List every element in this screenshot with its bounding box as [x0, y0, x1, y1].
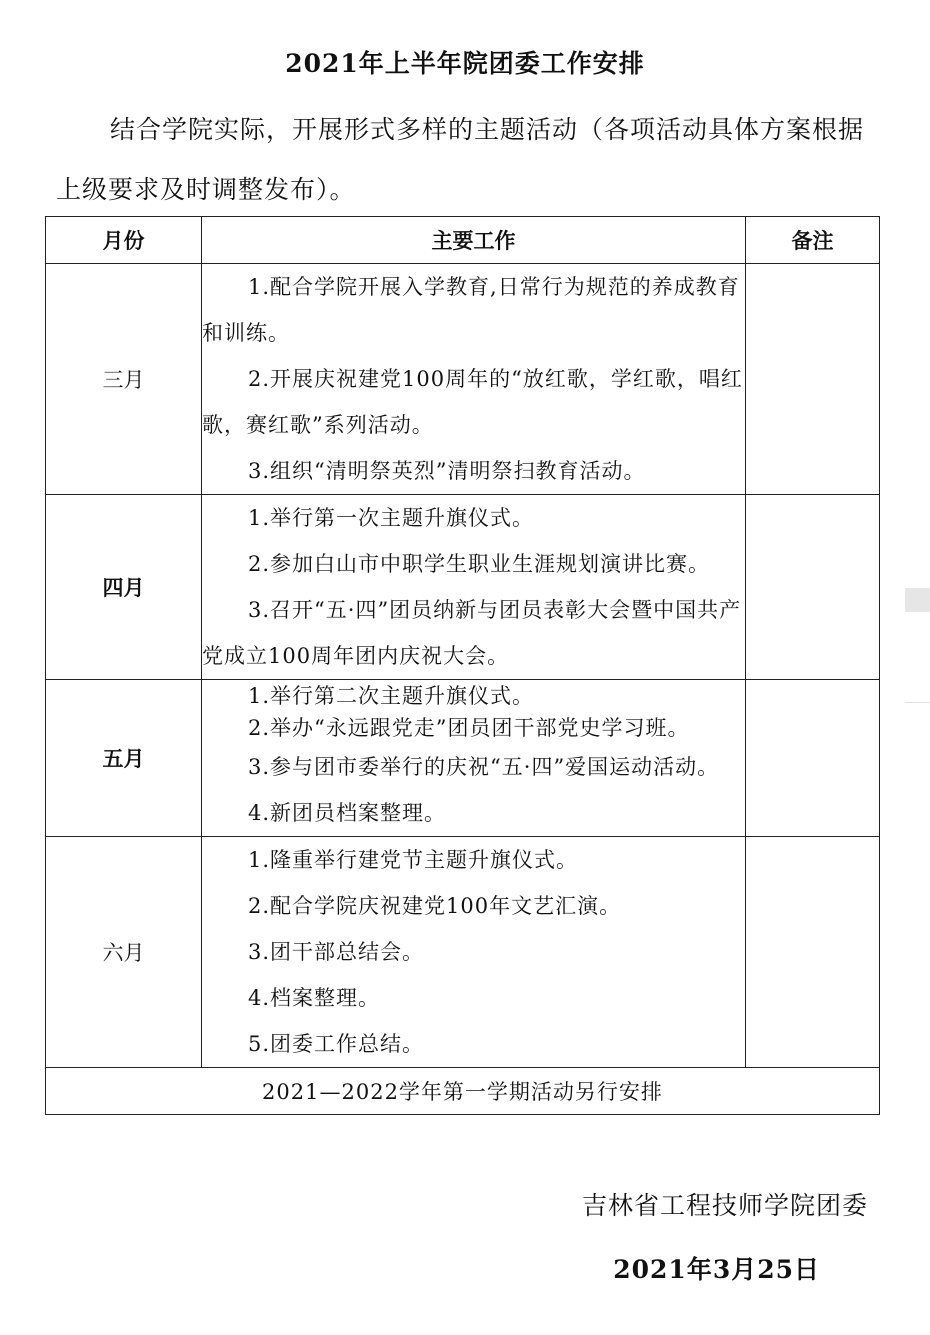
work-item: 4.档案整理。	[248, 986, 381, 1010]
month-cell: 六月	[46, 837, 202, 1068]
month-cell: 四月	[46, 495, 202, 680]
work-item: 1.举行第一次主题升旗仪式。	[248, 506, 535, 530]
intro-paragraph: 结合学院实际，开展形式多样的主题活动（各项活动具体方案根据上级要求及时调整发布）。	[56, 115, 865, 204]
month-cell: 五月	[46, 680, 202, 837]
work-item: 2.举办“永远跟党走”团员团干部党史学习班。	[248, 716, 690, 740]
work-cell	[202, 680, 746, 837]
work-item: 2.参加白山市中职学生职业生涯规划演讲比赛。	[248, 552, 711, 576]
page-edge-marker	[905, 588, 930, 612]
table-header-row	[46, 217, 880, 264]
work-item: 2.开展庆祝建党100周年的“放红歌，学红歌，唱红歌，赛红歌”系列活动。	[202, 367, 743, 437]
work-item: 3.参与团市委举行的庆祝“五·四”爱国运动活动。	[248, 755, 720, 779]
work-cell	[202, 264, 746, 495]
work-item: 3.团干部总结会。	[248, 940, 425, 964]
work-item: 4.新团员档案整理。	[248, 801, 447, 825]
work-cell	[202, 837, 746, 1068]
work-item: 3.组织“清明祭英烈”清明祭扫教育活动。	[248, 459, 646, 483]
work-item: 5.团委工作总结。	[248, 1032, 425, 1056]
document-title: 2021年上半年院团委工作安排	[285, 49, 645, 78]
note-cell	[746, 264, 880, 495]
signature-organization: 吉林省工程技师学院团委	[581, 1191, 868, 1220]
table-row-april	[46, 495, 880, 680]
table-row-march	[46, 264, 880, 495]
table-row-june	[46, 837, 880, 1068]
work-item: 3.召开“五·四”团员纳新与团员表彰大会暨中国共产党成立100周年团内庆祝大会。	[202, 598, 742, 668]
work-plan-table	[45, 216, 880, 1115]
work-item: 1.隆重举行建党节主题升旗仪式。	[248, 848, 579, 872]
footer-note: 2021—2022学年第一学期活动另行安排	[46, 1068, 880, 1115]
work-cell	[202, 495, 746, 680]
note-cell	[746, 837, 880, 1068]
note-cell	[746, 495, 880, 680]
work-item: 1.配合学院开展入学教育,日常行为规范的养成教育和训练。	[202, 275, 740, 345]
note-cell	[746, 680, 880, 837]
header-remarks: 备注	[746, 217, 880, 264]
header-month: 月份	[46, 217, 202, 264]
document-date: 2021年3月25日	[613, 1255, 820, 1284]
header-main-work: 主要工作	[202, 217, 746, 264]
work-item: 2.配合学院庆祝建党100年文艺汇演。	[248, 894, 622, 918]
table-footer-row	[46, 1068, 880, 1115]
table-row-may	[46, 680, 880, 837]
page-edge-divider	[905, 702, 930, 703]
work-item: 1.举行第二次主题升旗仪式。	[248, 684, 535, 708]
month-cell: 三月	[46, 264, 202, 495]
